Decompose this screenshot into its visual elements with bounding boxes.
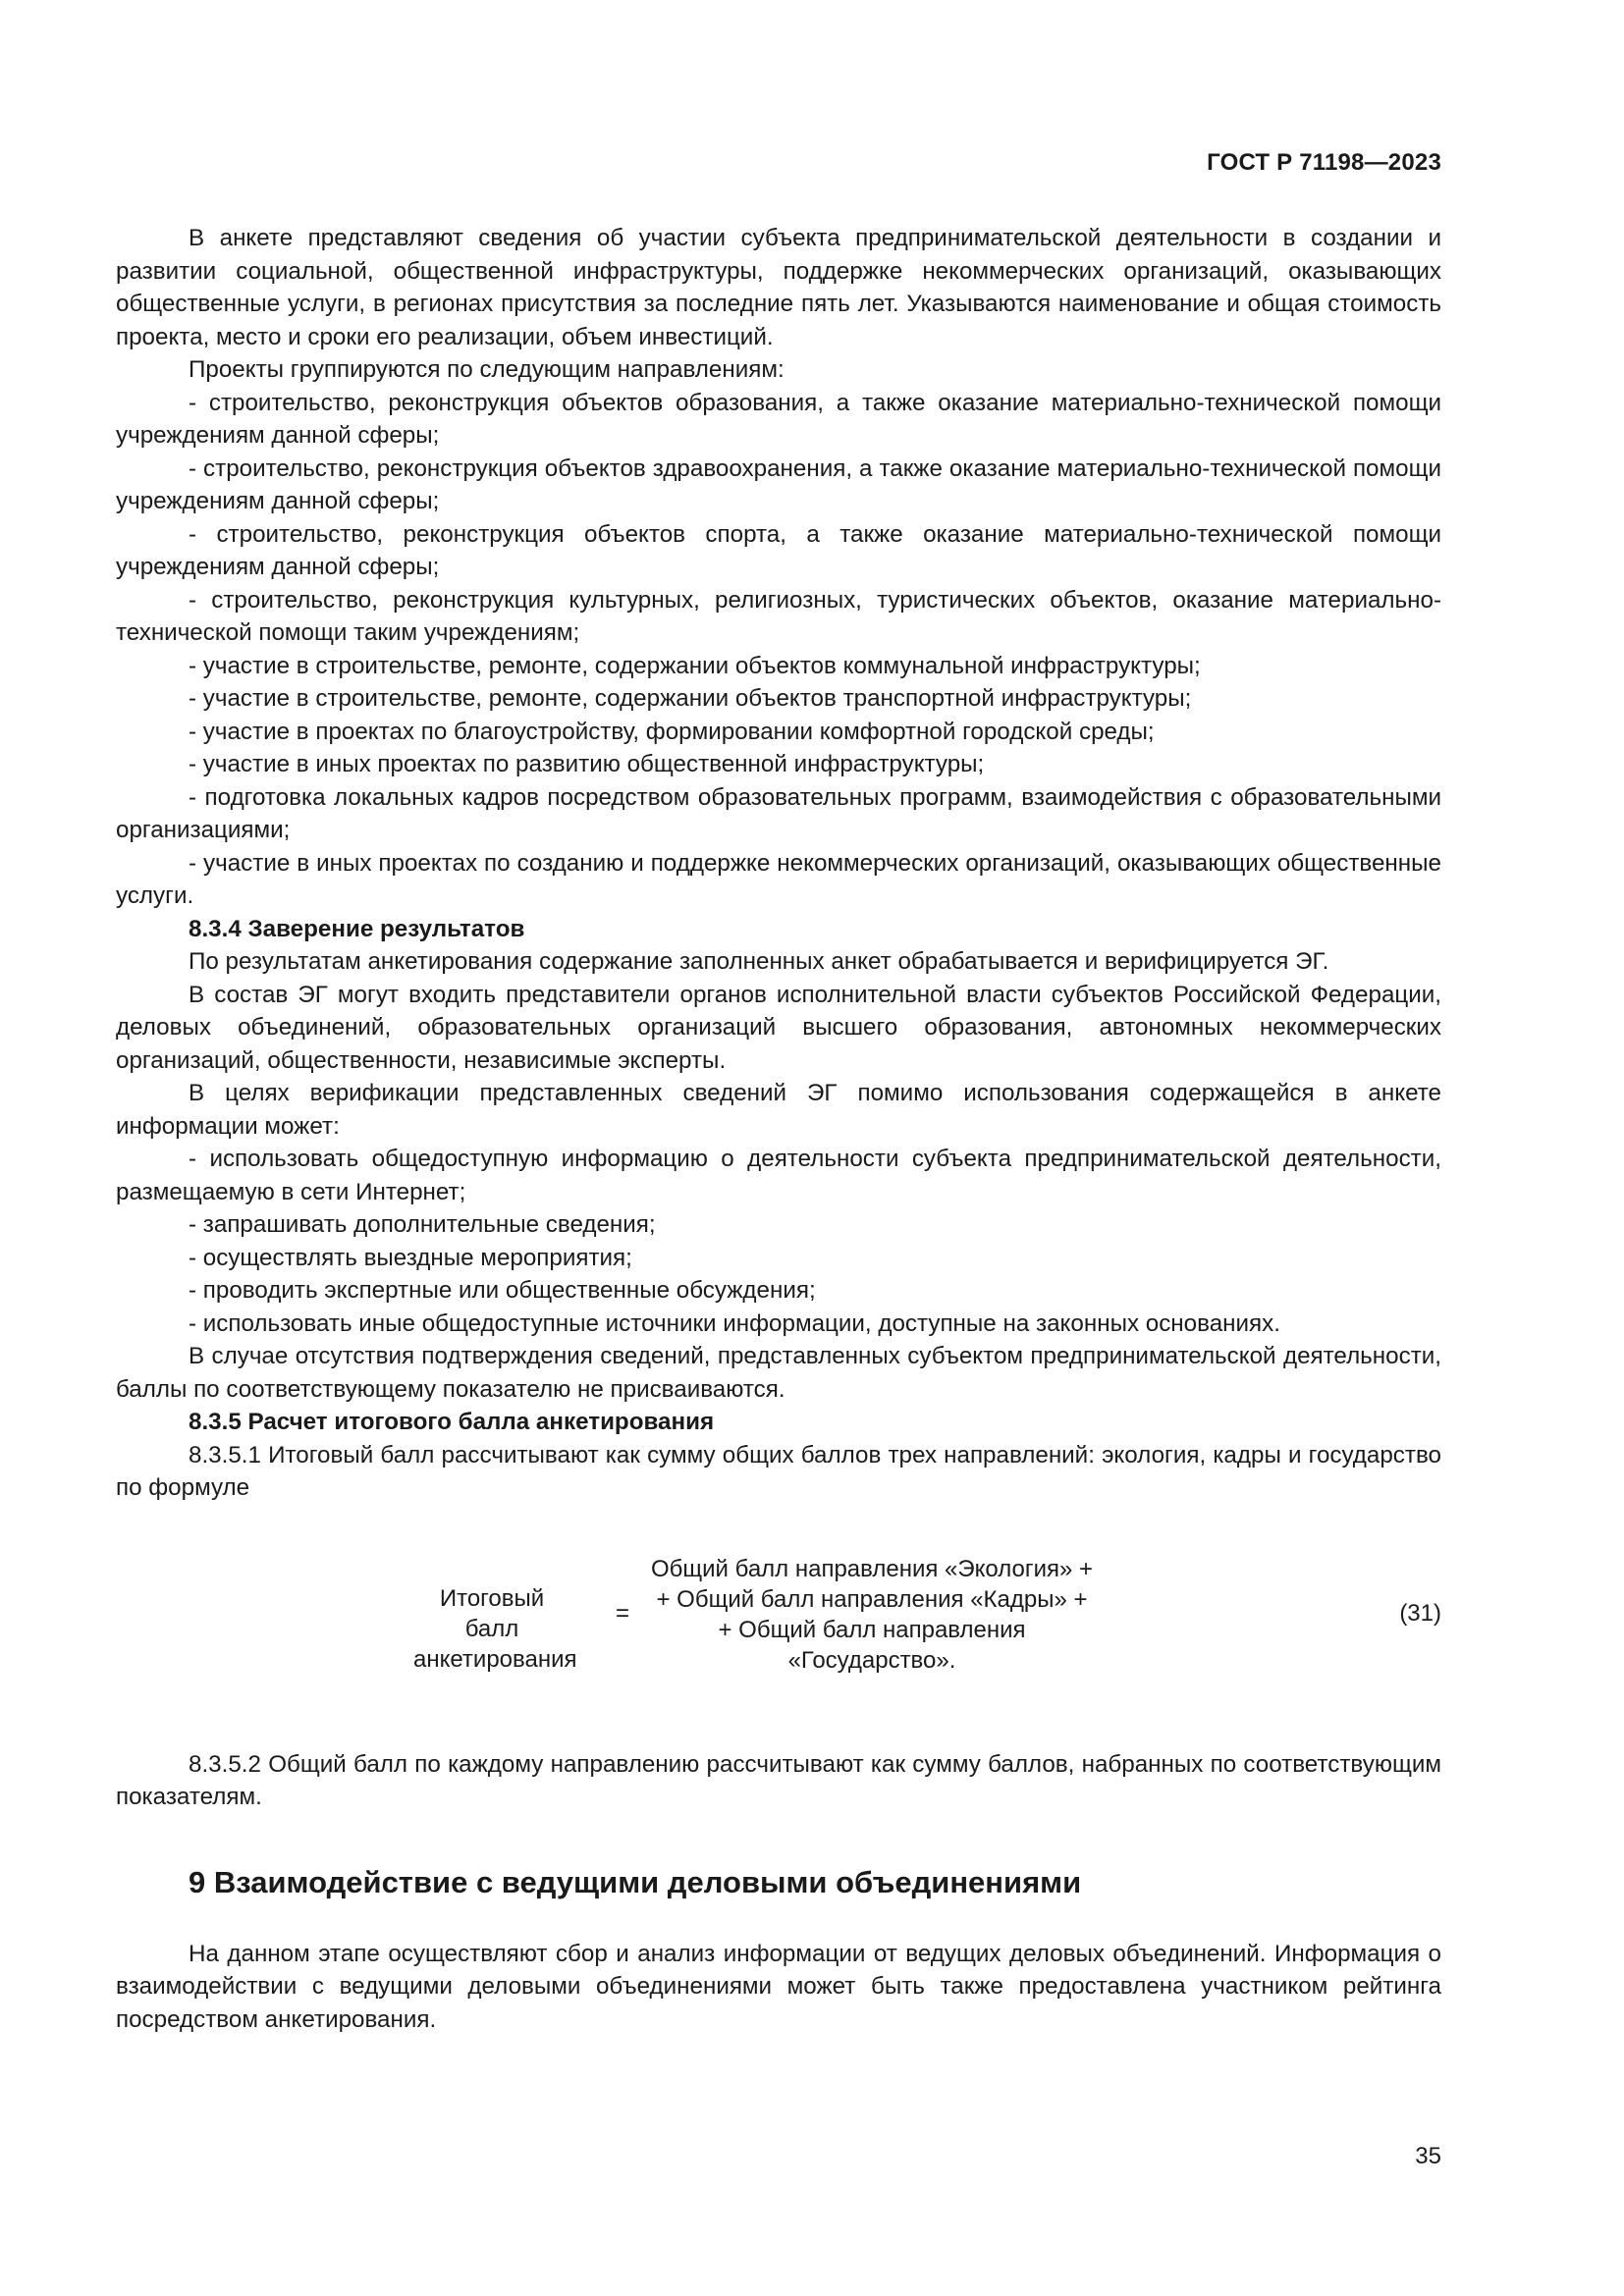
formula-left-line: анкетирования: [413, 1645, 577, 1673]
page-content: [116, 222, 1441, 2036]
formula-right-side: [646, 1554, 1098, 1676]
list-item: - подготовка локальных кадров посредством образовательных программ, взаимодействия с образовательными организациями;: [116, 783, 1441, 843]
list-item: - строительство, реконструкция культурных, религиозных, туристических объектов, оказание материально-технической помощи таким учреждениям;: [116, 586, 1441, 646]
formula-left-side: [413, 1583, 577, 1675]
paragraph: По результатам анкетирования содержание заполненных анкет обрабатывается и верифицируется ЭГ.: [189, 948, 1329, 975]
formula-right-line: Общий балл направления «Экология» +: [650, 1555, 1094, 1582]
formula-equals-sign: =: [616, 1599, 630, 1627]
formula-31: [116, 1554, 1441, 1709]
paragraph: Проекты группируются по следующим направлениям:: [189, 356, 785, 383]
list-item: - участие в иных проектах по созданию и поддержке некоммерческих организаций, оказывающих общественные услуги.: [116, 849, 1441, 909]
page-number: 35: [1415, 2143, 1441, 2169]
list-item: - участие в иных проектах по развитию общественной инфраструктуры;: [189, 751, 985, 777]
list-item: - строительство, реконструкция объектов здравоохранения, а также оказание материально-технической помощи учреждениям данной сферы;: [116, 454, 1441, 514]
formula-number: (31): [1399, 1599, 1441, 1627]
paragraph: В случае отсутствия подтверждения сведений, представленных субъектом предпринимательской деятельности, баллы по соответствующему показателю не присваиваются.: [116, 1343, 1441, 1403]
formula-right-line: + Общий балл направления «Государство».: [718, 1616, 1026, 1674]
paragraph-8-3-5-2: 8.3.5.2 Общий балл по каждому направлению рассчитывают как сумму баллов, набранных по соответствующим показателям.: [116, 1750, 1441, 1810]
paragraph: На данном этапе осуществляют сбор и анализ информации от ведущих деловых объединений. Информация о взаимодействии с ведущими деловыми объединениями может быть также предоставлена участником рейтинга посредством анкетирования.: [116, 1940, 1441, 2033]
list-item: - осуществлять выездные мероприятия;: [189, 1244, 632, 1271]
list-item: - использовать общедоступную информацию о деятельности субъекта предпринимательской деятельности, размещаемую в сети Интернет;: [116, 1146, 1441, 1205]
subsection-heading-8-3-4: 8.3.4 Заверение результатов: [189, 915, 525, 942]
paragraph: В анкете представляют сведения об участии субъекта предпринимательской деятельности в создании и развитии социальной, общественной инфраструктуры, поддержке некоммерческих организаций, оказывающих общественные услуги, в регионах присутствия за последние пять лет. Указываются наименование и общая стоимость проекта, место и сроки его реализации, объем инвестиций.: [116, 225, 1441, 350]
list-item: - участие в проектах по благоустройству, формировании комфортной городской среды;: [189, 718, 1155, 745]
list-item: - строительство, реконструкция объектов спорта, а также оказание материально-технической помощи учреждениям данной сферы;: [116, 520, 1441, 580]
section-heading-9: 9 Взаимодействие с ведущими деловыми объединениями: [189, 1864, 1082, 1899]
subsection-heading-8-3-5: 8.3.5 Расчет итогового балла анкетирования: [189, 1409, 715, 1435]
document-code: ГОСТ Р 71198—2023: [1207, 149, 1441, 176]
paragraph: В целях верификации представленных сведений ЭГ помимо использования содержащейся в анкете информации может:: [116, 1080, 1441, 1140]
paragraph: В состав ЭГ могут входить представители органов исполнительной власти субъектов Российской Федерации, деловых объединений, образовательных организаций высшего образования, автономных некоммерческих организаций, общественности, независимые эксперты.: [116, 981, 1441, 1074]
list-item: - участие в строительстве, ремонте, содержании объектов транспортной инфраструктуры;: [189, 685, 1192, 712]
formula-right-line: + Общий балл направления «Кадры» +: [656, 1585, 1088, 1613]
list-item: - участие в строительстве, ремонте, содержании объектов коммунальной инфраструктуры;: [189, 652, 1201, 679]
paragraph-8-3-5-1: 8.3.5.1 Итоговый балл рассчитывают как сумму общих баллов трех направлений: экология, кадры и государство по формуле: [116, 1441, 1441, 1501]
list-item: - запрашивать дополнительные сведения;: [189, 1211, 656, 1238]
list-item: - использовать иные общедоступные источники информации, доступные на законных основаниях.: [189, 1309, 1280, 1337]
list-item: - строительство, реконструкция объектов образования, а также оказание материально-технической помощи учреждениям данной сферы;: [116, 389, 1441, 449]
list-item: - проводить экспертные или общественные обсуждения;: [189, 1277, 816, 1304]
formula-left-line: Итоговый балл: [439, 1584, 545, 1642]
